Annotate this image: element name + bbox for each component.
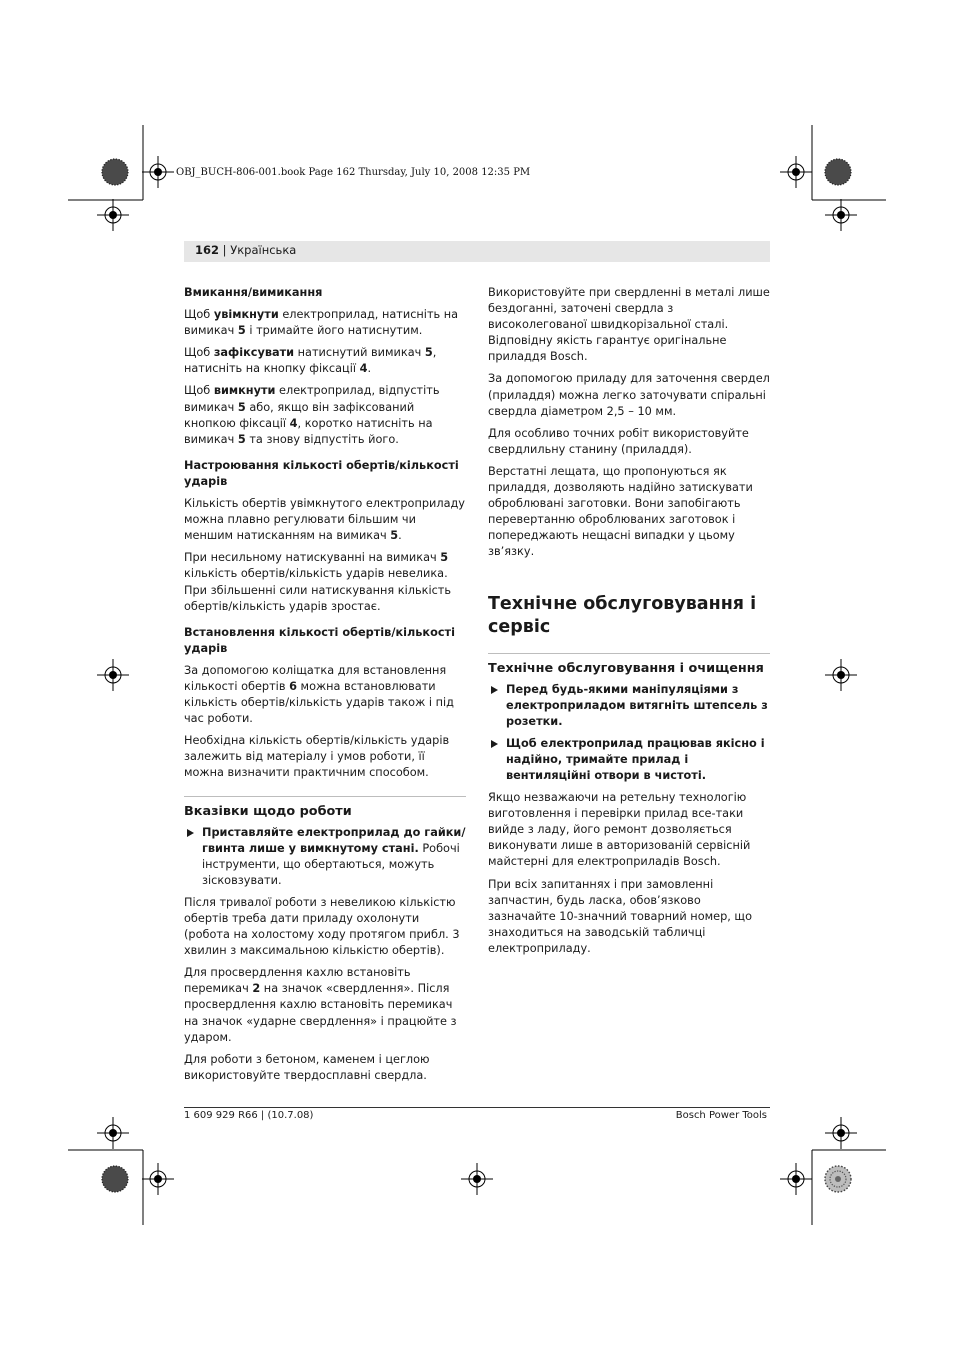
paragraph: При всіх запитаннях і при замовленні запчастин, будь ласка, обов’язково зазначайте 10-значний товарний номер, що знаходиться на заводській табличці електроприладу.: [488, 877, 752, 955]
paragraph: Необхідна кількість обертів/кількість ударів залежить від матеріалу і умов роботи, її можна визначити практичним способом.: [184, 734, 450, 780]
subsection-title-maintenance: Технічне обслуговування і очищення: [488, 653, 770, 677]
paragraph: Кількість обертів увімкнутого електроприладу можна плавно регулювати більшим чи меншим натисканням на вимикач 5.: [184, 497, 465, 543]
paragraph: Для просвердлення кахлю встановіть перемикач 2 на значок «свердлення». Після просвердлення кахлю встановіть перемикач на значок «ударне свердлення» і працюйте з ударом.: [184, 966, 457, 1044]
triangle-bullet-icon: [491, 740, 498, 748]
paragraph: Для особливо точних робіт використовуйте свердлильну станину (приладдя).: [488, 426, 749, 456]
print-slug-line: OBJ_BUCH-806-001.book Page 162 Thursday, July 10, 2008 12:35 PM: [176, 167, 531, 178]
footer-part-number: 1 609 929 R66 | (10.7.08): [184, 1110, 314, 1121]
triangle-bullet-icon: [187, 829, 194, 837]
bullet-item: Перед будь-якими маніпуляціями з електроприладом витягніть штепсель з розетки.: [488, 682, 770, 730]
bullet-item: Щоб електроприлад працював якісно і надійно, тримайте прилад і вентиляційні отвори в чистоті.: [488, 736, 770, 784]
paragraph: За допомогою коліщатка для встановлення кількості обертів 6 можна встановлювати кількість обертів/кількість ударів також і під час роботи.: [184, 663, 454, 726]
right-column: [488, 285, 770, 963]
paragraph: Після тривалої роботи з невеликою кількістю обертів треба дати приладу охолонути (робота на холостому ходу протягом прибл. 3 хвилин з максимальною кількістю обертів).: [184, 895, 460, 958]
section-title-switching: Вмикання/вимикання: [184, 286, 323, 299]
paragraph: Для роботи з бетоном, каменем і цеглою використовуйте твердосплавні свердла.: [184, 1052, 430, 1082]
paragraph: Верстатні лещата, що пропонуються як приладдя, дозволяють надійно затискувати оброблювані заготовки. Вони запобігають перевертанню оброблюваних заготовок і попереджають нещасні випадки у цьому зв’язку.: [488, 464, 753, 559]
footer-brand: Bosch Power Tools: [675, 1110, 767, 1121]
section-title-working-advice: Вказівки щодо роботи: [184, 796, 466, 820]
section-title-speed-control: Настроювання кількості обертів/кількості ударів: [184, 458, 459, 488]
page-header: [195, 243, 296, 257]
paragraph: Щоб увімкнути електроприлад, натисніть на вимикач 5 і тримайте його натиснутим.: [184, 308, 459, 338]
main-section-title: Технічне обслуговування і сервіс: [488, 593, 757, 637]
bullet-item: Приставляйте електроприлад до гайки/гвинта лише у вимкнутому стані. Робочі інструменти, що обертаються, можуть зісковзувати.: [184, 825, 466, 889]
footer-rule: [184, 1107, 770, 1108]
paragraph: Щоб вимкнути електроприлад, відпустіть вимикач 5 або, якщо він зафіксований кнопкою фіксації 4, коротко натисніть на вимикач 5 та знову відпустіть його.: [184, 384, 440, 446]
paragraph: При несильному натискуванні на вимикач 5 кількість обертів/кількість ударів невелика. При збільшенні сили натискування кількість обертів/кількість ударів зростає.: [184, 551, 452, 613]
paragraph: Якщо незважаючи на ретельну технологію виготовлення і перевірки прилад все-таки вийде з ладу, його ремонт дозволяється виконувати лише в авторизованій сервісній майстерні для електроприладів Bosch.: [488, 791, 751, 869]
left-column: [184, 285, 466, 1090]
paragraph: Використовуйте при свердленні в металі лише бездоганні, заточені свердла з високолегованої швидкорізальної сталі. Відповідну якість гарантує оригінальне приладдя Bosch.: [488, 286, 770, 364]
triangle-bullet-icon: [491, 686, 498, 694]
section-title-speed-preselection: Встановлення кількості обертів/кількості ударів: [184, 625, 455, 655]
paragraph: Щоб зафіксувати натиснутий вимикач 5, натисніть на кнопку фіксації 4.: [184, 346, 437, 376]
paragraph: За допомогою приладу для заточення свердел (приладдя) можна легко заточувати спіральні свердла діаметром 2,5 – 10 мм.: [488, 372, 770, 418]
header-separator: |: [219, 243, 231, 257]
page-number: 162: [195, 243, 220, 257]
header-language: Українська: [230, 243, 297, 257]
